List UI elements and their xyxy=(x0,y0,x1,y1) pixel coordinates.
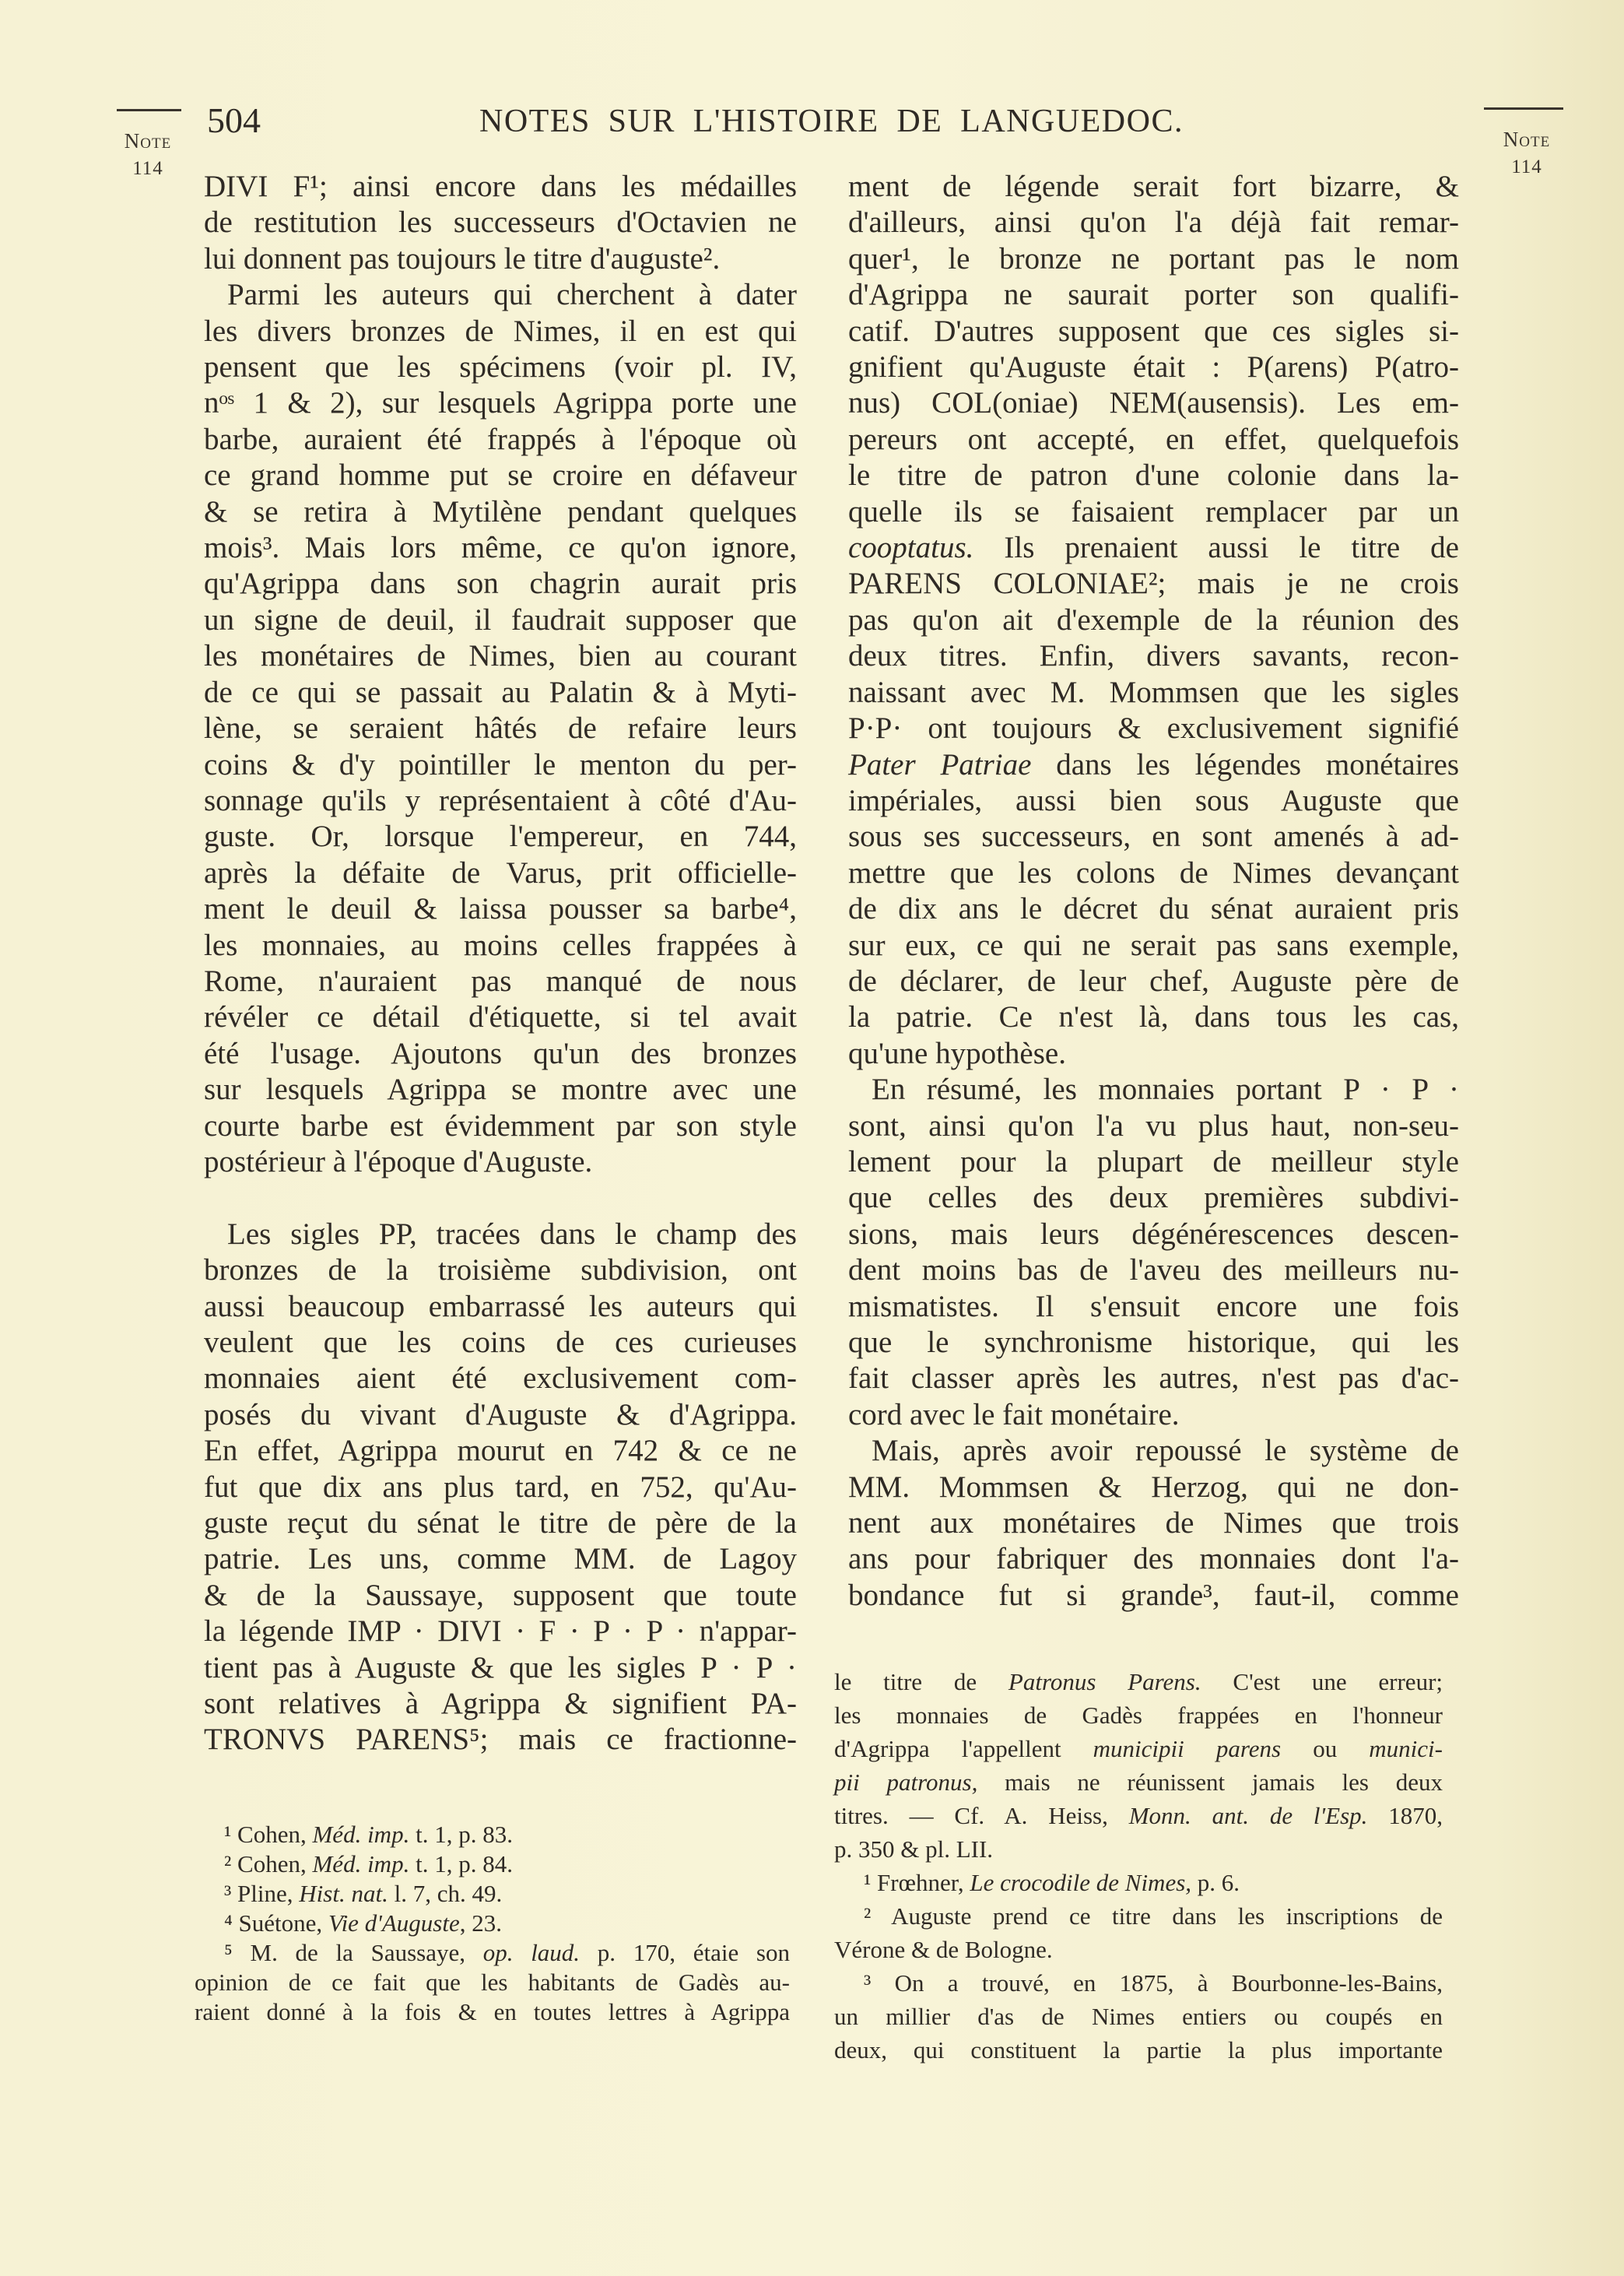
text-line: révéler ce détail d'étiquette, si tel avait xyxy=(204,1000,797,1034)
paragraph xyxy=(195,1849,790,1879)
running-title: NOTES SUR L'HISTOIRE DE LANGUEDOC. xyxy=(479,104,1184,139)
text-line: qu'une hypothèse. xyxy=(848,1036,1066,1070)
text-line: DIVI F¹; ainsi encore dans les médailles xyxy=(204,170,797,203)
text-run: t. 1, p. 83. xyxy=(409,1821,513,1848)
text-line: patrie. Les uns, comme MM. de Lagoy xyxy=(204,1542,797,1576)
text-line: Rome, n'auraient pas manqué de nous xyxy=(204,964,797,998)
text-line: nᵒˢ 1 & 2), sur lesquels Agrippa porte une xyxy=(204,386,797,420)
text-line: coins & d'y pointiller le menton du per- xyxy=(204,747,797,781)
italic-text-run: Vie d'Auguste xyxy=(328,1909,460,1937)
text-line xyxy=(195,1909,790,1938)
text-section xyxy=(204,169,797,1180)
text-line: de ce qui se passait au Palatin & à Myti- xyxy=(204,675,797,709)
margin-rule-right xyxy=(1484,107,1563,110)
text-run: ou xyxy=(1281,1735,1370,1762)
text-run: C'est une erreur; xyxy=(1201,1668,1443,1695)
text-line: ans pour fabriquer des monnaies dont l'a- xyxy=(848,1542,1459,1576)
text-run: p. 6. xyxy=(1191,1869,1240,1896)
text-line: le titre de patron d'une colonie dans la- xyxy=(848,458,1459,493)
italic-text-run: Monn. ant. de l'Esp. xyxy=(1128,1802,1368,1829)
text-section xyxy=(848,169,1459,1614)
page-number: 504 xyxy=(207,100,261,140)
text-run: ⁵ M. de la Saussaye, xyxy=(224,1939,483,1966)
text-line: fait classer après les autres, n'est pas d'ac- xyxy=(848,1361,1459,1396)
text-line: tient pas à Auguste & que les sigles P · P · xyxy=(204,1650,797,1684)
paragraph xyxy=(195,1879,790,1909)
italic-text-run: munici- xyxy=(1369,1735,1443,1762)
text-line: sions, mais leurs dégénérescences descen- xyxy=(848,1217,1459,1251)
text-line: fut que dix ans plus tard, en 752, qu'Au- xyxy=(204,1470,797,1504)
text-line: gnifient qu'Auguste était : P(arens) P(atro- xyxy=(848,350,1459,385)
text-section xyxy=(204,1217,797,1758)
text-line: la patrie. Ce n'est là, dans tous les cas, xyxy=(848,1000,1459,1034)
text-run: ¹ Frœhner, xyxy=(864,1869,970,1896)
text-line: quelle ils se faisaient remplacer par un xyxy=(848,494,1459,529)
text-line xyxy=(834,1765,1443,1799)
text-line: ment de légende serait fort bizarre, & xyxy=(848,170,1459,203)
text-line: Mais, après avoir repoussé le système de xyxy=(872,1434,1459,1468)
text-run: Ils prenaient aussi le titre de xyxy=(973,531,1459,565)
text-line: été l'usage. Ajoutons qu'un des bronzes xyxy=(204,1036,797,1070)
text-run: l. 7, ch. 49. xyxy=(388,1880,503,1907)
text-line: postérieur à l'époque d'Auguste. xyxy=(204,1144,593,1178)
left-column xyxy=(204,169,797,1758)
text-line: les monnaies de Gadès frappées en l'honneur xyxy=(834,1702,1443,1729)
text-line: bondance fut si grande³, faut-il, comme xyxy=(848,1578,1459,1612)
text-line: deux, qui constituent la partie la plus importante xyxy=(834,2036,1443,2064)
text-line: après la défaite de Varus, prit officielle- xyxy=(204,855,797,890)
right-column xyxy=(848,169,1459,1614)
text-run: ⁴ Suétone, xyxy=(224,1909,328,1937)
text-line: guste reçut du sénat le titre de père de la xyxy=(204,1506,797,1540)
italic-text-run: Méd. imp. xyxy=(312,1821,410,1848)
text-line: bronzes de la troisième subdivision, ont xyxy=(204,1253,797,1287)
text-line: un signe de deuil, il faudrait supposer que xyxy=(204,602,797,637)
text-section xyxy=(195,1820,790,2027)
text-line: qu'Agrippa dans son chagrin aurait pris xyxy=(204,567,797,601)
paragraph xyxy=(834,1966,1443,2067)
text-line: Vérone & de Bologne. xyxy=(834,1936,1053,1963)
text-line: MM. Mommsen & Herzog, qui ne don- xyxy=(848,1470,1459,1504)
margin-note-label: Note xyxy=(124,129,172,153)
text-line xyxy=(195,1879,790,1909)
text-line: d'Agrippa ne saurait porter son qualifi- xyxy=(848,278,1459,312)
text-run: dans les légendes monétaires xyxy=(1031,747,1459,781)
italic-text-run: municipii parens xyxy=(1093,1735,1282,1762)
text-line: pereurs ont accepté, en effet, quelquefois xyxy=(848,422,1459,456)
text-line: mismatistes. Il s'ensuit encore une fois xyxy=(848,1289,1459,1323)
text-line: guste. Or, lorsque l'empereur, en 744, xyxy=(204,820,797,854)
text-line xyxy=(834,1665,1443,1698)
text-line: aussi beaucoup embarrassé les auteurs qui xyxy=(204,1289,797,1323)
italic-text-run: Pater Patriae xyxy=(848,747,1032,781)
text-line: les monnaies, au moins celles frappées à xyxy=(204,928,797,962)
margin-note-number: 114 xyxy=(1511,156,1542,177)
text-line: quer¹, le bronze ne portant pas le nom xyxy=(848,241,1459,276)
margin-note-right xyxy=(1488,128,1566,178)
text-line: ce grand homme put se croire en défaveur xyxy=(204,458,797,493)
text-line: & de la Saussaye, supposent que toute xyxy=(204,1578,797,1612)
italic-text-run: Patronus Parens. xyxy=(1008,1668,1201,1695)
text-run: ¹ Cohen, xyxy=(224,1821,313,1848)
text-line: En résumé, les monnaies portant P · P · xyxy=(872,1073,1459,1107)
text-line: lène, se seraient hâtés de refaire leurs xyxy=(204,711,797,746)
text-line: ment le deuil & laissa pousser sa barbe⁴, xyxy=(204,892,797,926)
text-line: Parmi les auteurs qui cherchent à dater xyxy=(227,278,797,312)
text-line: les monétaires de Nimes, bien au courant xyxy=(204,639,797,673)
text-line xyxy=(834,1732,1443,1765)
text-line: sous ses successeurs, en sont amenés à ad- xyxy=(848,820,1459,854)
text-line xyxy=(195,1820,790,1849)
text-line: pensent que les spécimens (voir pl. IV, xyxy=(204,350,797,385)
italic-text-run: pii patronus, xyxy=(834,1768,978,1796)
text-line: les divers bronzes de Nimes, il en est qui xyxy=(204,314,797,348)
text-run: le titre de xyxy=(834,1668,1008,1695)
text-line: cord avec le fait monétaire. xyxy=(848,1397,1180,1431)
text-line: Les sigles PP, tracées dans le champ des xyxy=(227,1217,797,1251)
text-run: 1870, xyxy=(1367,1802,1443,1829)
text-line: pas qu'on ait d'exemple de la réunion des xyxy=(848,602,1459,637)
text-line: posés du vivant d'Auguste & d'Agrippa. xyxy=(204,1397,797,1431)
text-line: dent moins bas de l'aveu des meilleurs nu- xyxy=(848,1253,1459,1287)
text-line: de restitution les successeurs d'Octavien ne xyxy=(204,205,797,240)
text-line xyxy=(195,1849,790,1879)
text-line: impériales, aussi bien sous Auguste que xyxy=(848,783,1459,817)
text-line: de dix ans le décret du sénat auraient pris xyxy=(848,892,1459,926)
italic-text-run: Méd. imp. xyxy=(312,1850,410,1877)
text-line: sont, ainsi qu'on l'a vu plus haut, non-seu- xyxy=(848,1108,1459,1143)
text-line: sonnage qu'ils y représentaient à côté d'Au- xyxy=(204,783,797,817)
italic-text-run: cooptatus. xyxy=(848,531,974,565)
text-line: sont relatives à Agrippa & signifient PA- xyxy=(204,1687,797,1721)
text-line: nent aux monétaires de Nimes que trois xyxy=(848,1506,1459,1540)
margin-rule-left xyxy=(117,109,181,111)
text-line: monnaies aient été exclusivement com- xyxy=(204,1361,797,1396)
paragraph xyxy=(195,1820,790,1849)
text-line: ³ On a trouvé, en 1875, à Bourbonne-les-Bains, xyxy=(864,1969,1443,1997)
text-line xyxy=(848,530,1459,566)
italic-text-run: op. laud. xyxy=(482,1939,581,1966)
text-line xyxy=(834,1799,1443,1832)
paragraph xyxy=(204,1217,797,1758)
text-line: sur eux, ce qui ne serait pas sans exemple, xyxy=(848,928,1459,962)
text-line: courte barbe est évidemment par son style xyxy=(204,1108,797,1143)
right-footnotes xyxy=(834,1665,1443,2067)
paragraph xyxy=(204,277,797,1180)
paragraph xyxy=(848,169,1459,1072)
paragraph xyxy=(848,1072,1459,1433)
text-line: la légende IMP · DIVI · F · P · P · n'appar- xyxy=(204,1614,797,1649)
text-line: opinion de ce fait que les habitants de Gadès au- xyxy=(195,1969,790,1996)
paragraph xyxy=(834,1665,1443,1866)
text-line: PARENS COLONIAE²; mais je ne crois xyxy=(848,567,1459,601)
text-run: titres. — Cf. A. Heiss, xyxy=(834,1802,1129,1829)
text-run: d'Agrippa l'appellent xyxy=(834,1735,1093,1762)
italic-text-run: Hist. nat. xyxy=(299,1880,388,1907)
text-run: ³ Pline, xyxy=(224,1880,300,1907)
text-line: d'ailleurs, ainsi qu'on l'a déjà fait remar- xyxy=(848,205,1459,240)
text-line: veulent que les coins de ces curieuses xyxy=(204,1325,797,1359)
text-line: lui donnent pas toujours le titre d'auguste². xyxy=(204,241,721,276)
paragraph xyxy=(204,169,797,277)
text-run: ² Cohen, xyxy=(224,1850,313,1877)
text-line: naissant avec M. Mommsen que les sigles xyxy=(848,675,1459,709)
paragraph xyxy=(848,1433,1459,1614)
text-section xyxy=(834,1665,1443,2067)
text-line: sur lesquels Agrippa se montre avec une xyxy=(204,1073,797,1107)
text-line: raient donné à la fois & en toutes lettres à Agrippa xyxy=(195,1998,790,2025)
paragraph xyxy=(834,1899,1443,1966)
text-line: de déclarer, de leur chef, Auguste père de xyxy=(848,964,1459,998)
text-line: mois³. Mais lors même, ce qu'on ignore, xyxy=(204,531,797,565)
text-line: TRONVS PARENS⁵; mais ce fractionne- xyxy=(204,1723,797,1757)
text-line: que le synchronisme historique, qui les xyxy=(848,1326,1459,1359)
text-line: & se retira à Mytilène pendant quelques xyxy=(204,494,797,529)
text-line: que celles des deux premières subdivi- xyxy=(848,1181,1459,1215)
text-line: ² Auguste prend ce titre dans les inscriptions de xyxy=(864,1902,1443,1930)
text-line: mettre que les colons de Nimes devançant xyxy=(848,855,1459,890)
text-line: p. 350 & pl. LII. xyxy=(834,1835,994,1863)
paragraph xyxy=(195,1938,790,2027)
text-line: barbe, auraient été frappés à l'époque où xyxy=(204,422,797,456)
text-run: mais ne réunissent jamais les deux xyxy=(977,1768,1443,1796)
text-line xyxy=(195,1938,790,1968)
left-footnotes xyxy=(195,1820,790,2027)
text-line: deux titres. Enfin, divers savants, recon- xyxy=(848,639,1459,673)
text-line: catif. D'autres supposent que ces sigles si- xyxy=(848,314,1459,348)
text-line xyxy=(834,1866,1443,1899)
italic-text-run: Le crocodile de Nimes, xyxy=(970,1869,1192,1896)
paragraph xyxy=(834,1866,1443,1899)
text-line: P·P· ont toujours & exclusivement signifié xyxy=(848,711,1459,746)
margin-note-number: 114 xyxy=(132,158,163,179)
margin-note-left xyxy=(109,129,187,180)
text-line: En effet, Agrippa mourut en 742 & ce ne xyxy=(204,1434,797,1468)
paragraph xyxy=(195,1909,790,1938)
text-run: p. 170, étaie son xyxy=(580,1939,790,1966)
text-run: t. 1, p. 84. xyxy=(409,1850,513,1877)
text-run: , 23. xyxy=(459,1909,502,1937)
text-line: nus) COL(oniae) NEM(ausensis). Les em- xyxy=(848,386,1459,420)
text-line: un millier d'as de Nimes entiers ou coupés en xyxy=(834,2003,1443,2030)
text-line xyxy=(848,747,1459,783)
text-line: lement pour la plupart de meilleur style xyxy=(848,1144,1459,1178)
margin-note-label: Note xyxy=(1503,128,1551,151)
